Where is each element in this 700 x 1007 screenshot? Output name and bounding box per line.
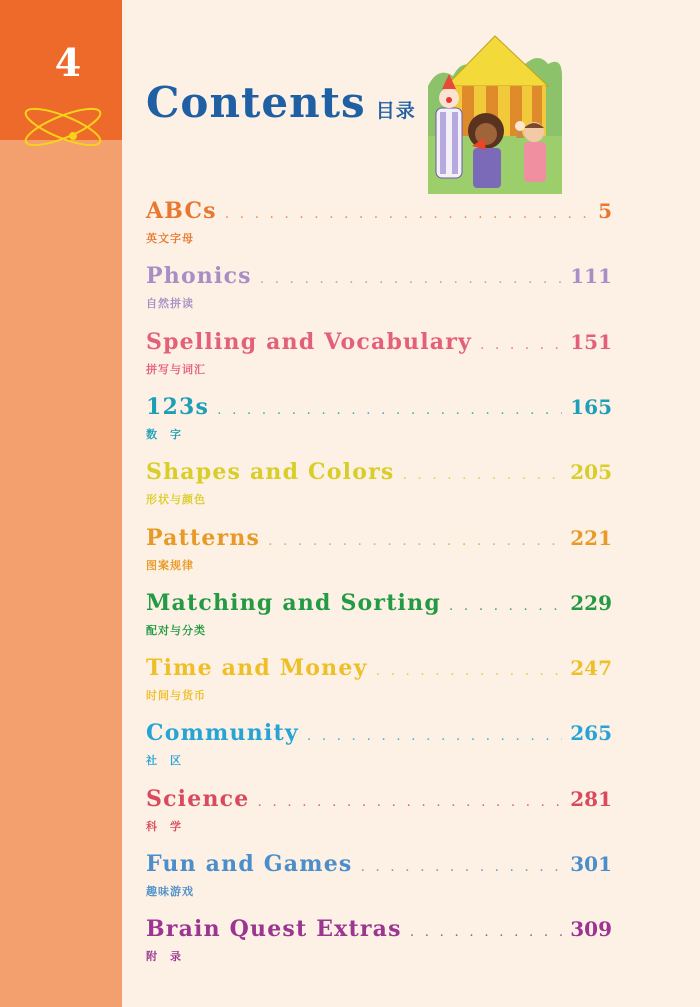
toc-entry-subtitle-cn: 图案规律 xyxy=(146,558,194,572)
dot-leader xyxy=(402,467,562,483)
toc-entry-title: Spelling and Vocabulary xyxy=(146,328,473,355)
toc-entry-row xyxy=(146,394,612,420)
toc-entry-row xyxy=(146,329,612,355)
toc-entry-row xyxy=(146,916,612,942)
toc-entry[interactable] xyxy=(146,329,612,385)
toc-entry-subtitle-cn: 自然拼读 xyxy=(146,297,194,311)
toc-entry[interactable] xyxy=(146,655,612,711)
toc-entry[interactable] xyxy=(146,720,612,776)
toc-entry[interactable] xyxy=(146,459,612,515)
toc-entry-page: 229 xyxy=(570,590,612,615)
toc-entry-page: 165 xyxy=(570,394,612,419)
toc-entry-subtitle-cn: 形状与颜色 xyxy=(146,493,206,507)
toc-entry[interactable] xyxy=(146,786,612,842)
toc-entry-title: Fun and Games xyxy=(146,851,353,877)
toc-entry-title: Community xyxy=(146,720,299,747)
dot-leader xyxy=(268,533,562,549)
dot-leader xyxy=(480,337,562,353)
toc-entry-subtitle-cn: 趣味游戏 xyxy=(146,885,194,898)
toc-entry-row xyxy=(146,263,612,289)
toc-entry-page: 111 xyxy=(570,264,612,289)
dot-leader xyxy=(225,206,590,222)
page-title xyxy=(146,78,416,127)
dot-leader xyxy=(257,794,562,810)
toc-entry-subtitle-cn: 时间与货币 xyxy=(146,689,206,703)
toc-entry-title: Matching and Sorting xyxy=(146,589,441,616)
fair-illustration xyxy=(428,26,562,194)
toc-entry-title: Patterns xyxy=(146,524,261,551)
toc-entry-subtitle-cn: 拼写与词汇 xyxy=(146,362,206,376)
title-cn: 目录 xyxy=(375,100,416,122)
toc-entry-title: Science xyxy=(146,785,250,812)
toc-entry[interactable] xyxy=(146,263,612,319)
toc-entry-row xyxy=(146,590,612,616)
dot-leader xyxy=(376,663,563,679)
toc-entry-page: 5 xyxy=(598,199,612,223)
toc-entry-subtitle-cn: 配对与分类 xyxy=(146,623,206,637)
toc-entry-row xyxy=(146,720,612,746)
toc-entry-subtitle-cn: 社 区 xyxy=(146,754,182,768)
dot-leader xyxy=(307,728,562,744)
toc-entry-page: 265 xyxy=(570,721,612,746)
toc-entry[interactable] xyxy=(146,394,612,450)
toc-entry-title: Time and Money xyxy=(146,655,368,682)
toc-entry-row xyxy=(146,655,612,681)
toc-entry-page: 247 xyxy=(570,656,612,681)
title-en: Contents xyxy=(146,78,366,127)
toc-entry-page: 309 xyxy=(570,917,612,942)
toc-entry-page: 205 xyxy=(570,460,612,485)
volume-number: 4 xyxy=(54,40,82,85)
toc-entry-title: Phonics xyxy=(146,263,252,290)
toc-entry-page: 151 xyxy=(570,329,612,354)
toc-entry-title: Shapes and Colors xyxy=(146,459,395,486)
toc-entry-subtitle-cn: 科 学 xyxy=(146,819,182,833)
dot-leader xyxy=(449,598,562,614)
atom-icon xyxy=(18,92,108,162)
dot-leader xyxy=(217,402,562,418)
toc-entry-subtitle-cn: 附 录 xyxy=(146,950,182,964)
toc-entry-title: Brain Quest Extras xyxy=(146,916,402,943)
toc-entry-subtitle-cn: 数 字 xyxy=(146,427,182,441)
toc-entry[interactable] xyxy=(146,525,612,581)
dot-leader xyxy=(360,859,562,875)
toc-entry-row xyxy=(146,851,612,877)
toc-entry-subtitle-cn: 英文字母 xyxy=(146,232,194,245)
toc-entry-page: 221 xyxy=(570,525,612,550)
dot-leader xyxy=(410,924,563,940)
toc-entry-page: 281 xyxy=(570,786,612,811)
dot-leader xyxy=(260,271,563,287)
toc-entry-title: 123s xyxy=(146,393,210,420)
toc-entry[interactable] xyxy=(146,590,612,646)
toc-entry-row xyxy=(146,525,612,551)
toc-entry-title: ABCs xyxy=(146,198,217,224)
toc-entry-row xyxy=(146,786,612,812)
toc-entry[interactable] xyxy=(146,198,612,254)
toc-entry[interactable] xyxy=(146,851,612,907)
toc-entry-row xyxy=(146,198,612,224)
toc-entry[interactable] xyxy=(146,916,612,972)
toc-entry-row xyxy=(146,459,612,485)
toc-entry-page: 301 xyxy=(570,852,612,876)
